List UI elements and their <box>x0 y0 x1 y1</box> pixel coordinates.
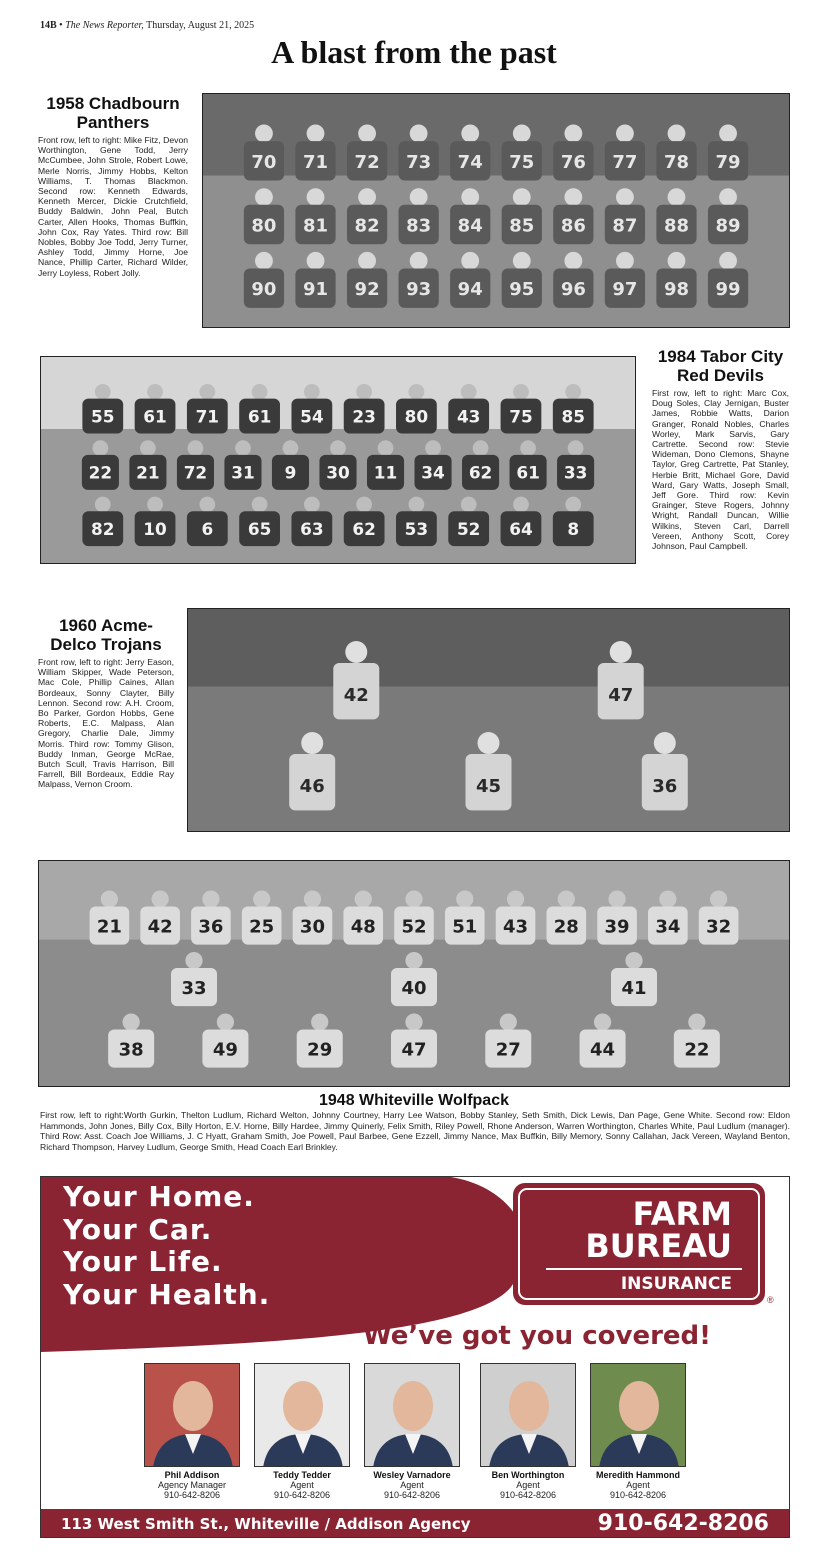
jersey-number: 88 <box>663 215 690 237</box>
agent-role: Agency Manager <box>157 1480 227 1490</box>
jersey-number: 21 <box>136 462 160 483</box>
agent-phone: 910-642-8206 <box>383 1490 441 1500</box>
jersey-number: 42 <box>147 916 173 938</box>
logo-word: FARM <box>632 1195 732 1233</box>
jersey-number: 85 <box>561 406 585 427</box>
agent-phone: 910-642-8206 <box>499 1490 557 1500</box>
jersey-number: 80 <box>404 406 429 427</box>
jersey-number: 32 <box>706 916 732 938</box>
farm-bureau-logo <box>513 1183 765 1305</box>
jersey-number: 84 <box>457 215 483 237</box>
agency-address: 113 West Smith St., Whiteville / Addison Agency <box>61 1515 471 1533</box>
jersey-number: 83 <box>406 215 432 237</box>
jersey-number: 63 <box>300 518 324 539</box>
story-title: 1984 Tabor City Red Devils <box>657 347 784 385</box>
photo-svg <box>39 861 789 1086</box>
agent-name: Wesley Varnadore <box>373 1470 451 1480</box>
jersey-number: 54 <box>300 406 324 427</box>
folio-separator: • <box>59 20 63 31</box>
photo-svg <box>41 357 635 563</box>
jersey-number: 10 <box>143 518 167 539</box>
jersey-number: 71 <box>302 151 329 173</box>
ad-footer-bar <box>41 1509 790 1538</box>
agent-card <box>247 1363 357 1500</box>
jersey-number: 6 <box>201 518 214 539</box>
jersey-number: 53 <box>404 518 429 539</box>
jersey-number: 47 <box>401 1039 427 1061</box>
jersey-number: 86 <box>560 215 586 237</box>
registered-mark: ® <box>767 1295 774 1305</box>
jersey-number: 80 <box>251 215 277 237</box>
farm-bureau-ad <box>40 1176 790 1538</box>
slogan-line: Your Health. <box>63 1277 271 1311</box>
agent-card <box>137 1363 247 1500</box>
agent-portrait <box>144 1363 240 1467</box>
agent-name: Teddy Tedder <box>273 1470 331 1480</box>
agent-name: Ben Worthington <box>491 1470 565 1480</box>
story-title: 1948 Whiteville Wolfpack <box>319 1092 509 1109</box>
newspaper-name: The News Reporter, <box>65 20 144 31</box>
story-caption: First row, left to right:Worth Gurkin, Thelton Ludlum, Richard Welton, Johnny Courtney, Harry Lee Watson, Bobby Stanley, Seth Smith, Dick Lewis, Dan Page, Gene White. Second row: Eldon Hammonds, John Jones, Billy Cox, Billy Horton, E.V. Horne, Billy Hardee, Jimmy Quinerly, Felix Smith, Riley Powell, Rhone Anderson, Warren Worthington, Charles White, Paul Ludlum (manager). Third Row: Asst. Coach Joe Williams, J. C Hyatt, Graham Smith, Joe Powell, Paul Barbee, Gene Ezzell, Jimmy Nance, Max Buffkin, Billy Memory, Sonny Callahan, Jack Vereen, Wayland Benton, Richard Thompson, Harvey Ludlum, George Smith, Head Coach Earl Brinkley. <box>40 1110 790 1152</box>
jersey-number: 78 <box>663 151 690 173</box>
jersey-number: 42 <box>343 685 369 707</box>
jersey-number: 89 <box>715 215 741 237</box>
jersey-number: 39 <box>604 916 630 938</box>
logo-word: INSURANCE <box>620 1274 732 1294</box>
jersey-number: 62 <box>352 518 376 539</box>
story-tabor-caption <box>652 347 789 551</box>
agent-card <box>357 1363 467 1500</box>
jersey-number: 31 <box>231 462 255 483</box>
jersey-number: 93 <box>406 279 432 301</box>
agency-phone: 910-642-8206 <box>597 1511 769 1536</box>
jersey-number: 48 <box>350 916 376 938</box>
jersey-number: 49 <box>212 1039 238 1061</box>
story-caption: Front row, left to right: Mike Fitz, Devon Worthington, Gene Todd, Jerry McCumbee, John Strole, Robert Lowe, Merle Norris, Jimmy Hobbs, Kelton Williams, T. Thomas Blackmon. Second row: Kenneth Edwards, Kenneth Mercer, Dickie Crutchfield, Buddy Baldwin, John Peal, Butch Carter, Allen Hooks, Thomas Buffkin, John Cox, Ray Yates. Third row: Bill Nobles, Bobby Joe Todd, Jerry Turner, Ashley Todd, Jimmy Horne, Joe Nance, Phillip Carter, Richard Wilder, Jerry Loyless, Robert Jolly. <box>38 135 188 278</box>
ad-tagline: We’ve got you covered! <box>363 1321 712 1351</box>
page-folio <box>40 20 254 31</box>
jersey-number: 45 <box>475 776 502 798</box>
jersey-number: 71 <box>195 406 220 427</box>
jersey-number: 30 <box>299 916 325 938</box>
logo-word: BUREAU <box>585 1227 732 1265</box>
jersey-number: 77 <box>612 151 638 173</box>
page-headline: A blast from the past <box>271 34 557 70</box>
photo-svg <box>188 609 789 831</box>
jersey-number: 92 <box>354 279 380 301</box>
story-acme-caption <box>38 616 174 790</box>
jersey-number: 70 <box>251 151 277 173</box>
jersey-number: 90 <box>251 279 277 301</box>
jersey-number: 28 <box>553 916 579 938</box>
jersey-number: 52 <box>456 518 481 539</box>
jersey-number: 98 <box>663 279 690 301</box>
agent-role: Agent <box>516 1480 540 1490</box>
jersey-number: 51 <box>452 916 478 938</box>
agent-phone: 910-642-8206 <box>273 1490 331 1500</box>
jersey-number: 29 <box>307 1039 333 1061</box>
agent-portrait <box>254 1363 350 1467</box>
jersey-number: 52 <box>401 916 427 938</box>
agent-phone: 910-642-8206 <box>609 1490 667 1500</box>
slogan-line: Your Car. <box>63 1212 213 1246</box>
jersey-number: 72 <box>183 462 208 483</box>
jersey-number: 44 <box>590 1039 616 1061</box>
slogan-line: Your Home. <box>63 1180 255 1213</box>
jersey-number: 75 <box>509 151 535 173</box>
jersey-number: 55 <box>91 406 115 427</box>
jersey-number: 82 <box>91 518 115 539</box>
jersey-number: 74 <box>457 151 483 173</box>
jersey-number: 65 <box>247 518 272 539</box>
jersey-number: 81 <box>302 215 329 237</box>
jersey-number: 34 <box>655 916 681 938</box>
agent-role: Agent <box>626 1480 650 1490</box>
jersey-number: 85 <box>509 215 535 237</box>
jersey-number: 47 <box>608 685 634 707</box>
jersey-number: 72 <box>354 151 380 173</box>
agent-name: Meredith Hammond <box>595 1470 680 1480</box>
agent-portrait <box>364 1363 460 1467</box>
jersey-number: 11 <box>373 462 398 483</box>
jersey-number: 25 <box>249 916 275 938</box>
jersey-number: 96 <box>560 279 586 301</box>
jersey-number: 43 <box>456 406 481 427</box>
agent-portrait <box>590 1363 686 1467</box>
team-photo-acme-delco <box>187 608 790 832</box>
photo-svg <box>203 94 789 327</box>
jersey-number: 34 <box>421 462 445 483</box>
jersey-number: 82 <box>354 215 380 237</box>
jersey-number: 22 <box>684 1039 710 1061</box>
jersey-number: 75 <box>509 406 533 427</box>
agent-role: Agent <box>290 1480 314 1490</box>
jersey-number: 76 <box>560 151 586 173</box>
jersey-number: 61 <box>143 406 167 427</box>
jersey-number: 62 <box>468 462 493 483</box>
jersey-number: 46 <box>299 776 325 798</box>
jersey-number: 95 <box>509 279 535 301</box>
jersey-number: 38 <box>118 1039 144 1061</box>
jersey-number: 87 <box>612 215 638 237</box>
jersey-number: 73 <box>406 151 432 173</box>
team-photo-tabor-city <box>40 356 636 564</box>
agent-card <box>473 1363 583 1500</box>
jersey-number: 33 <box>563 462 588 483</box>
story-caption: Front row, left to right: Jerry Eason, William Skipper, Wade Peterson, Mac Cole, Phillip Caines, Allan Bordeaux, Sonny Clayter, Billy Lennon. Second row: A.H. Croom, Bo Parker, Gordon Hobbs, Gene Roberts, E.C. Malpass, Alan Gregory, Charlie Dale, Jimmy Morris. Third row: Tommy Glison, Buddy Inman, George McRae, Butch Scull, Travis Harrison, Bill Farrell, Bill Bordeaux, Eddie Ray Malpass, Vernon Croom. <box>38 657 174 790</box>
jersey-number: 23 <box>352 406 376 427</box>
jersey-number: 36 <box>198 916 224 938</box>
agent-phone: 910-642-8206 <box>163 1490 221 1500</box>
jersey-number: 91 <box>302 279 329 301</box>
jersey-number: 33 <box>181 977 207 999</box>
issue-date: Thursday, August 21, 2025 <box>146 20 255 31</box>
jersey-number: 41 <box>621 977 647 999</box>
team-photo-whiteville <box>38 860 790 1087</box>
agent-portrait <box>480 1363 576 1467</box>
agent-role: Agent <box>400 1480 424 1490</box>
logo-rule <box>546 1268 742 1270</box>
jersey-number: 22 <box>88 462 113 483</box>
story-chadbourn-caption <box>38 94 188 278</box>
jersey-number: 64 <box>509 518 533 539</box>
page-number: 14B <box>40 20 57 31</box>
jersey-number: 40 <box>401 977 427 999</box>
jersey-number: 36 <box>652 776 678 798</box>
jersey-number: 27 <box>495 1039 521 1061</box>
jersey-number: 21 <box>96 916 122 938</box>
agent-name: Phil Addison <box>164 1470 220 1480</box>
jersey-number: 43 <box>503 916 529 938</box>
jersey-number: 61 <box>516 462 540 483</box>
jersey-number: 61 <box>247 406 272 427</box>
jersey-number: 99 <box>715 279 741 301</box>
jersey-number: 94 <box>457 279 483 301</box>
jersey-number: 9 <box>284 462 297 483</box>
story-title: 1958 Chadbourn Panthers <box>46 94 180 132</box>
jersey-number: 30 <box>326 462 350 483</box>
agent-card <box>583 1363 693 1500</box>
jersey-number: 8 <box>567 518 580 539</box>
team-photo-chadbourn <box>202 93 790 328</box>
story-title: 1960 Acme-Delco Trojans <box>50 616 162 654</box>
jersey-number: 79 <box>715 151 741 173</box>
ad-slogan <box>63 1181 270 1311</box>
story-caption: First row, left to right: Marc Cox, Doug Soles, Clay Jernigan, Buster James, Robbie Watts, Darion Granger, Ronald Nobles, Charles Worley, Mark Sarvis, Gary Cartrette. Second row: Stevie Wideman, Dono Clemons, Shayne Taylor, Greg Cartrette, Pat Stanley, Herbie Britt, Michael Gore, David Ward, Gary Watts, Joseph Small, Jeff Gore. Third row: Kevin Grainger, Steve Rogers, Johnny Wright, Randall Duncan, Willie Wilkins, Steven Carl, Darrell Vereen, Anthony Scott, Corey Johnson, Paul Campbell. <box>652 388 789 552</box>
agent-list <box>137 1363 697 1500</box>
slogan-line: Your Life. <box>63 1245 223 1278</box>
jersey-number: 97 <box>612 279 638 301</box>
